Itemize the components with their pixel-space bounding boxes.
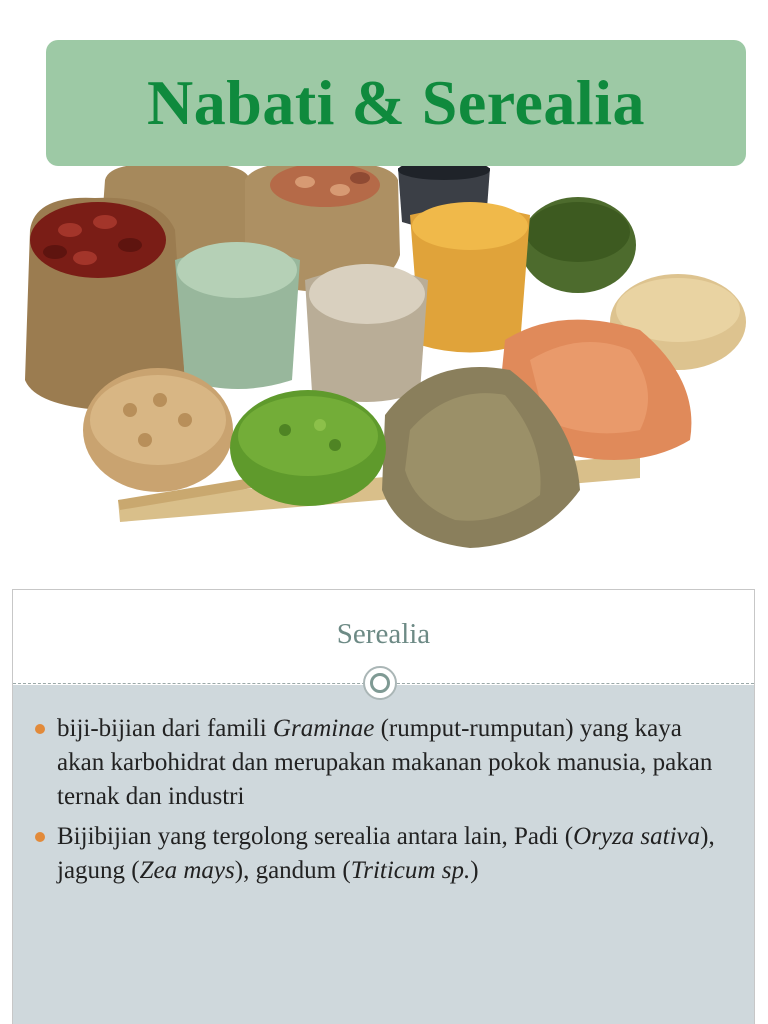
content-slide — [12, 589, 755, 1024]
red-kidney-beans — [30, 202, 166, 278]
title-banner — [46, 40, 746, 166]
bullet-text: biji-bijian dari famili — [57, 715, 273, 742]
bullet-text: ), gandum ( — [234, 857, 351, 884]
bullet-item — [35, 712, 735, 814]
bullet-italic: Graminae — [272, 715, 375, 742]
bullet-italic: Oryza sativa — [573, 823, 701, 850]
bullet-list — [35, 712, 735, 894]
bullet-text: ) — [470, 857, 479, 884]
divider-circle-inner — [370, 673, 390, 693]
slide-heading: Serealia — [336, 618, 431, 650]
sack-beans-speckled — [270, 163, 380, 207]
bullet-italic: Triticum sp. — [350, 857, 471, 884]
bullet-dot-icon — [35, 724, 45, 734]
bullet-text: Bijibijian yang tergolong serealia antara lain, Padi ( — [57, 823, 574, 850]
bullet-dot-icon — [35, 832, 45, 842]
divider-circle-icon — [363, 666, 397, 700]
slide-title: Nabati & Serealia — [147, 67, 645, 138]
bullet-item — [35, 820, 735, 888]
bullet-text: (rumput-rumputan) yang kaya akan karbohidrat dan merupakan makanan pokok manusia, pakan ternak dan industri — [57, 715, 713, 810]
bullet-italic: Zea mays — [139, 857, 235, 884]
bullet-text: ), jagung ( — [57, 823, 715, 884]
